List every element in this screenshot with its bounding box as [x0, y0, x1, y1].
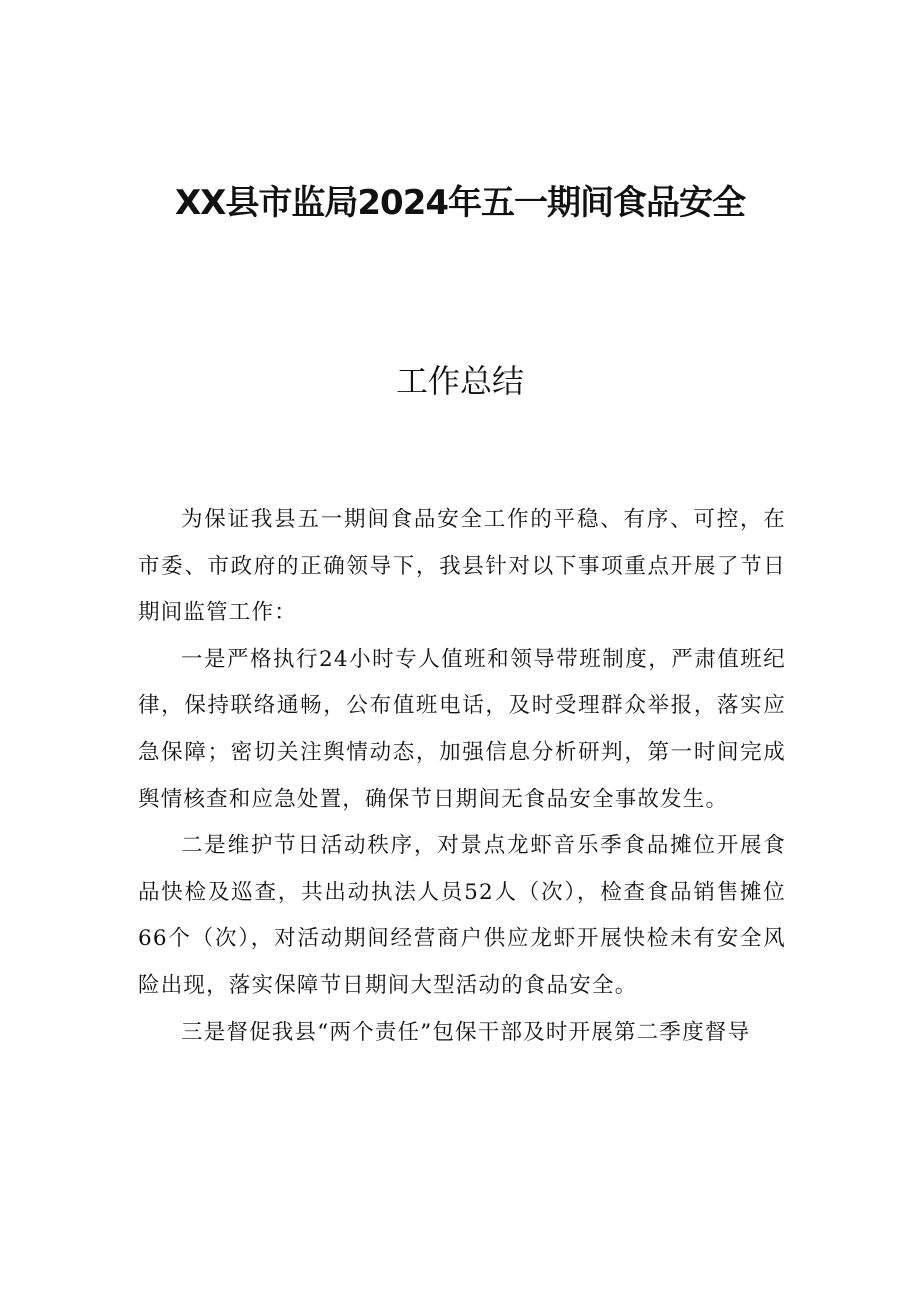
paragraph-item-3: 三是督促我县“两个责任”包保干部及时开展第二季度督导	[181, 1019, 751, 1045]
document-title-line-2: 工作总结	[395, 362, 524, 400]
document-title-line-1: XX县市监局2024年五一期间食品安全	[174, 183, 746, 223]
paragraph-intro: 为保证我县五一期间食品安全工作的平稳、有序、可控，在市委、市政府的正确领导下，我县针对以下事项重点开展了节日期间监管工作：	[138, 507, 786, 626]
document-body	[138, 497, 786, 1056]
paragraph-item-2: 二是维护节日活动秩序，对景点龙虾音乐季食品摊位开展食品快检及巡查，共出动执法人员52人（次），检查食品销售摊位66个（次），对活动期间经营商户供应龙虾开展快检未有安全风险出现，落实保障节日期间大型活动的食品安全。	[138, 833, 786, 998]
paragraph-item-1: 一是严格执行24小时专人值班和领导带班制度，严肃值班纪律，保持联络通畅，公布值班电话，及时受理群众举报，落实应急保障；密切关注舆情动态，加强信息分析研判，第一时间完成舆情核查和应急处置，确保节日期间无食品安全事故发生。	[138, 646, 786, 812]
